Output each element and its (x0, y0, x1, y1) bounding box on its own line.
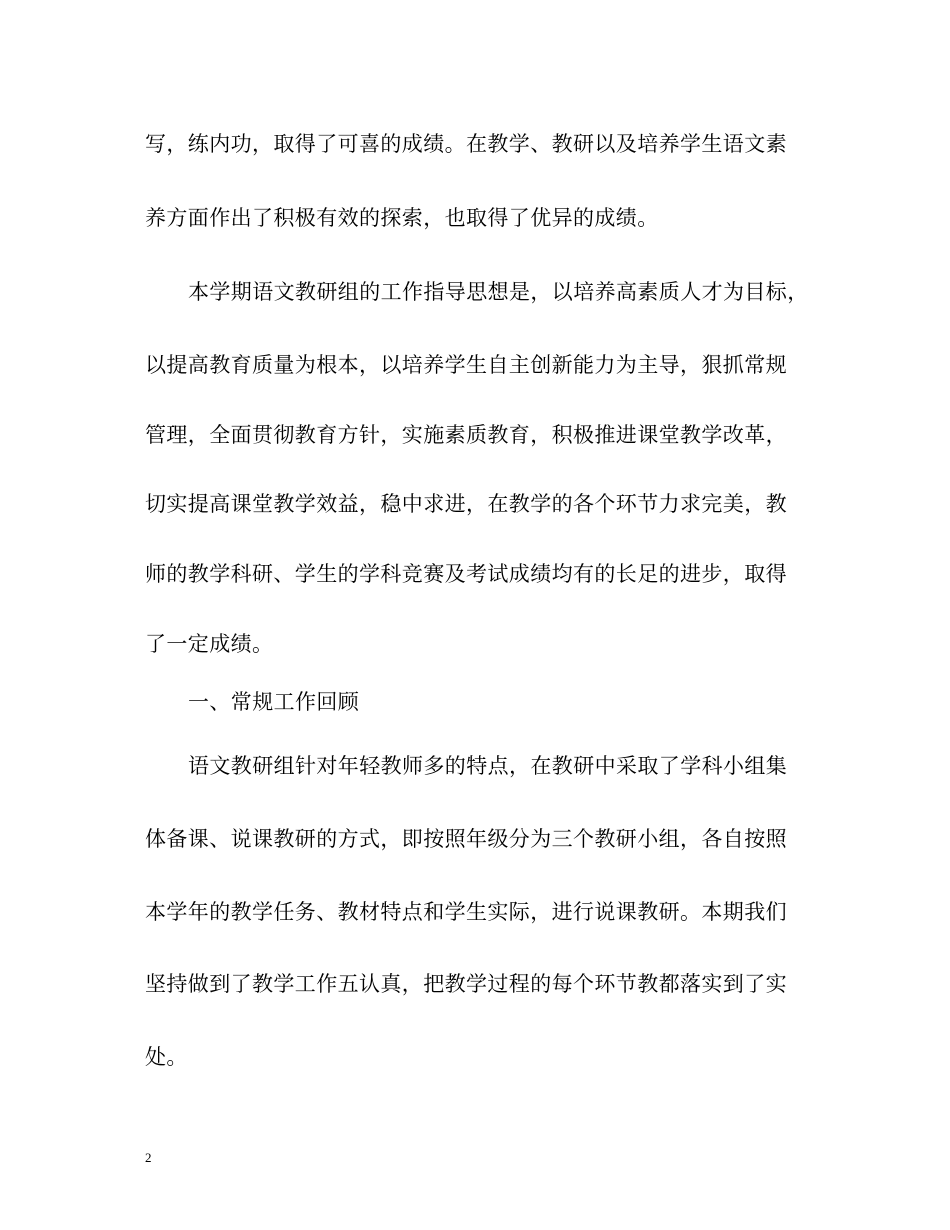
section-heading: 一、常规工作回顾 (188, 690, 360, 714)
text-line-6: 切实提高课堂教学效益，稳中求进，在教学的各个环节力求完美，教 (145, 492, 787, 516)
paragraph-guiding-thought-start: 本学期语文教研组的工作指导思想是，以培养高素质人才为目标， (188, 280, 809, 304)
page-number: 2 (145, 1150, 152, 1165)
text-line-2: 养方面作出了积极有效的探索，也取得了优异的成绩。 (145, 206, 659, 230)
text-line-11: 体备课、说课教研的方式，即按照年级分为三个教研小组，各自按照 (145, 827, 787, 851)
text-line-13: 坚持做到了教学工作五认真，把教学过程的每个环节教都落实到了实 (145, 972, 787, 996)
paragraph-routine-work-start: 语文教研组针对年轻教师多的特点，在教研中采取了学科小组集 (188, 754, 788, 778)
text-line-4: 以提高教育质量为根本，以培养学生自主创新能力为主导，狠抓常规 (145, 353, 787, 377)
text-line-1: 写，练内功，取得了可喜的成绩。在教学、教研以及培养学生语文素 (145, 132, 787, 156)
text-line-14: 处。 (145, 1045, 188, 1069)
text-line-7: 师的教学科研、学生的学科竞赛及考试成绩均有的长足的进步，取得 (145, 562, 787, 586)
text-line-8: 了一定成绩。 (145, 632, 274, 656)
text-line-5: 管理，全面贯彻教育方针，实施素质教育，积极推进课堂教学改革， (145, 423, 787, 447)
text-line-12: 本学年的教学任务、教材特点和学生实际，进行说课教研。本期我们 (145, 900, 787, 924)
